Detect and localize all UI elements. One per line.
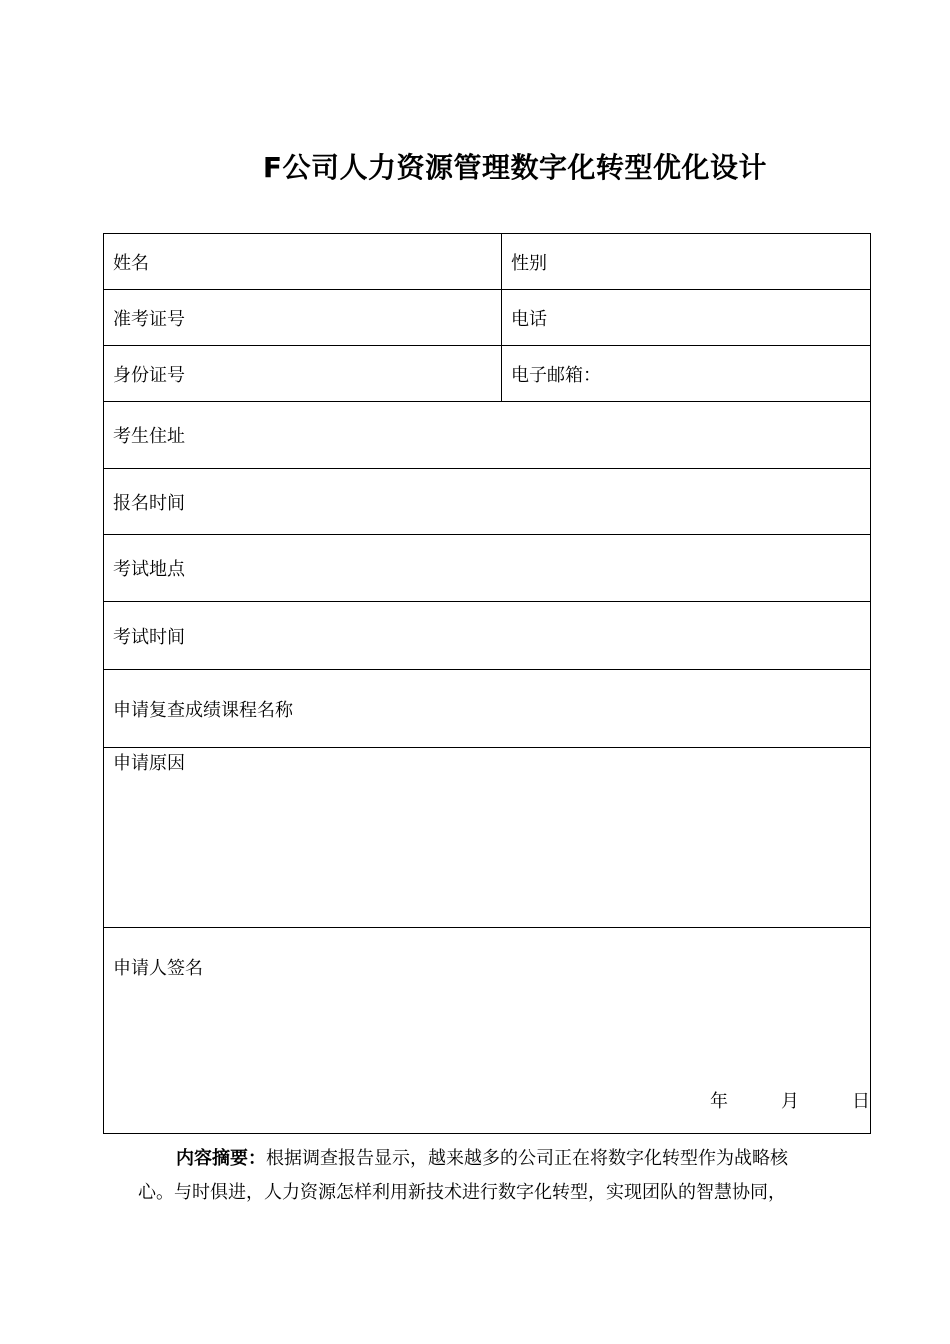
course-name-label: 申请复查成绩课程名称 [104,670,871,748]
abstract-line-1 [110,1142,860,1176]
abstract-text-2: 心。与时俱进，人力资源怎样利用新技术进行数字化转型，实现团队的智慧协同， [138,1182,786,1203]
form-row-id-card [104,346,871,402]
exam-location-label: 考试地点 [104,535,871,602]
form-row-exam-time [104,602,871,670]
form-row-signature [104,928,871,1134]
form-row-exam-id [104,290,871,346]
form-row-name [104,234,871,290]
form-row-course-name [104,670,871,748]
date-day-label: 日 [852,1091,870,1112]
signature-date [710,1087,870,1113]
form-row-register-time [104,469,871,535]
exam-time-label: 考试时间 [104,602,871,670]
date-month-label: 月 [781,1091,799,1112]
reason-cell [104,748,871,928]
email-label: 电子邮箱： [502,346,871,402]
date-year-label: 年 [710,1091,728,1112]
form-row-reason [104,748,871,928]
document-title: F公司人力资源管理数字化转型优化设计 [262,151,768,184]
abstract-section [110,1142,860,1210]
abstract-line-2 [110,1176,860,1210]
gender-label: 性别 [502,234,871,290]
id-card-label: 身份证号 [104,346,502,402]
form-row-exam-location [104,535,871,602]
signature-label: 申请人签名 [113,958,203,979]
address-label: 考生住址 [104,402,871,469]
abstract-text-1: 根据调查报告显示，越来越多的公司正在将数字化转型作为战略核 [266,1148,788,1169]
phone-label: 电话 [502,290,871,346]
application-form-table [103,233,871,1134]
reason-label: 申请原因 [113,753,185,774]
abstract-label: 内容摘要： [176,1148,266,1169]
exam-id-label: 准考证号 [104,290,502,346]
register-time-label: 报名时间 [104,469,871,535]
signature-cell [104,928,871,1134]
form-row-address [104,402,871,469]
name-label: 姓名 [104,234,502,290]
